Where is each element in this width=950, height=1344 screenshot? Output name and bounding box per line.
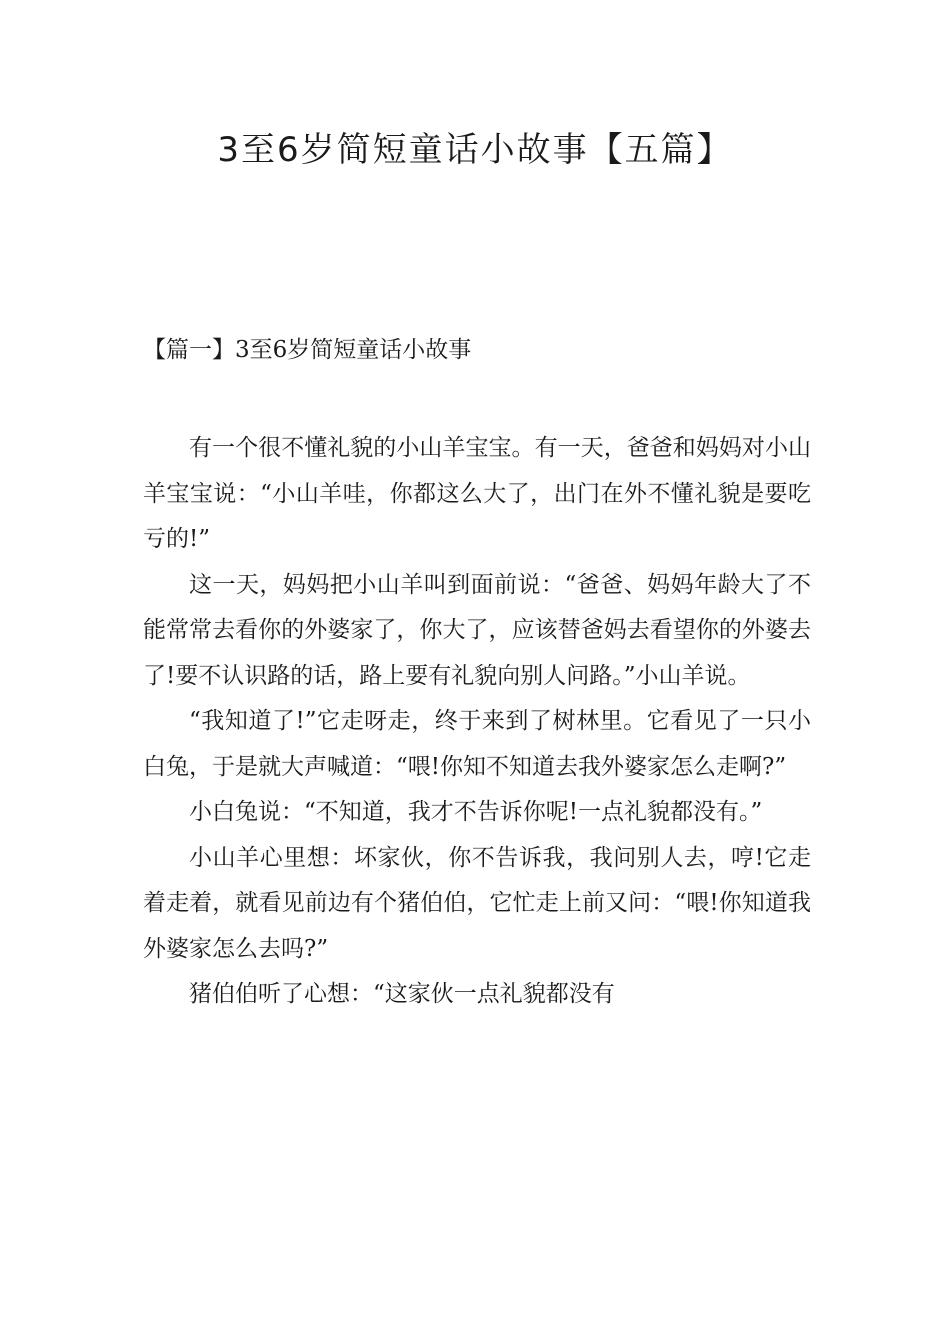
- section-heading: 【篇一】3至6岁简短童话小故事: [143, 337, 472, 363]
- story-body: [143, 426, 811, 1018]
- document-title: 3至6岁简短童话小故事【五篇】: [217, 130, 733, 170]
- paragraph: “我知道了!”它走呀走，终于来到了树林里。它看见了一只小白兔，于是就大声喊道：“喂!你知不知道去我外婆家怎么走啊?”: [143, 708, 811, 780]
- paragraph: 有一个很不懂礼貌的小山羊宝宝。有一天，爸爸和妈妈对小山羊宝宝说：“小山羊哇，你都这么大了，出门在外不懂礼貌是要吃亏的!”: [143, 435, 811, 552]
- paragraph: 小白兔说：“不知道，我才不告诉你呢!一点礼貌都没有。”: [189, 799, 763, 825]
- paragraph: 小山羊心里想：坏家伙，你不告诉我，我问别人去，哼!它走着走着，就看见前边有个猪伯伯，它忙走上前又问：“喂!你知道我外婆家怎么去吗?”: [143, 844, 811, 962]
- paragraph: 猪伯伯听了心想：“这家伙一点礼貌都没有: [189, 981, 615, 1007]
- paragraph: 这一天，妈妈把小山羊叫到面前说：“爸爸、妈妈年龄大了不能常常去看你的外婆家了，你大了，应该替爸妈去看望你的外婆去了!要不认识路的话，路上要有礼貌向别人问路。”小山羊说。: [143, 571, 811, 689]
